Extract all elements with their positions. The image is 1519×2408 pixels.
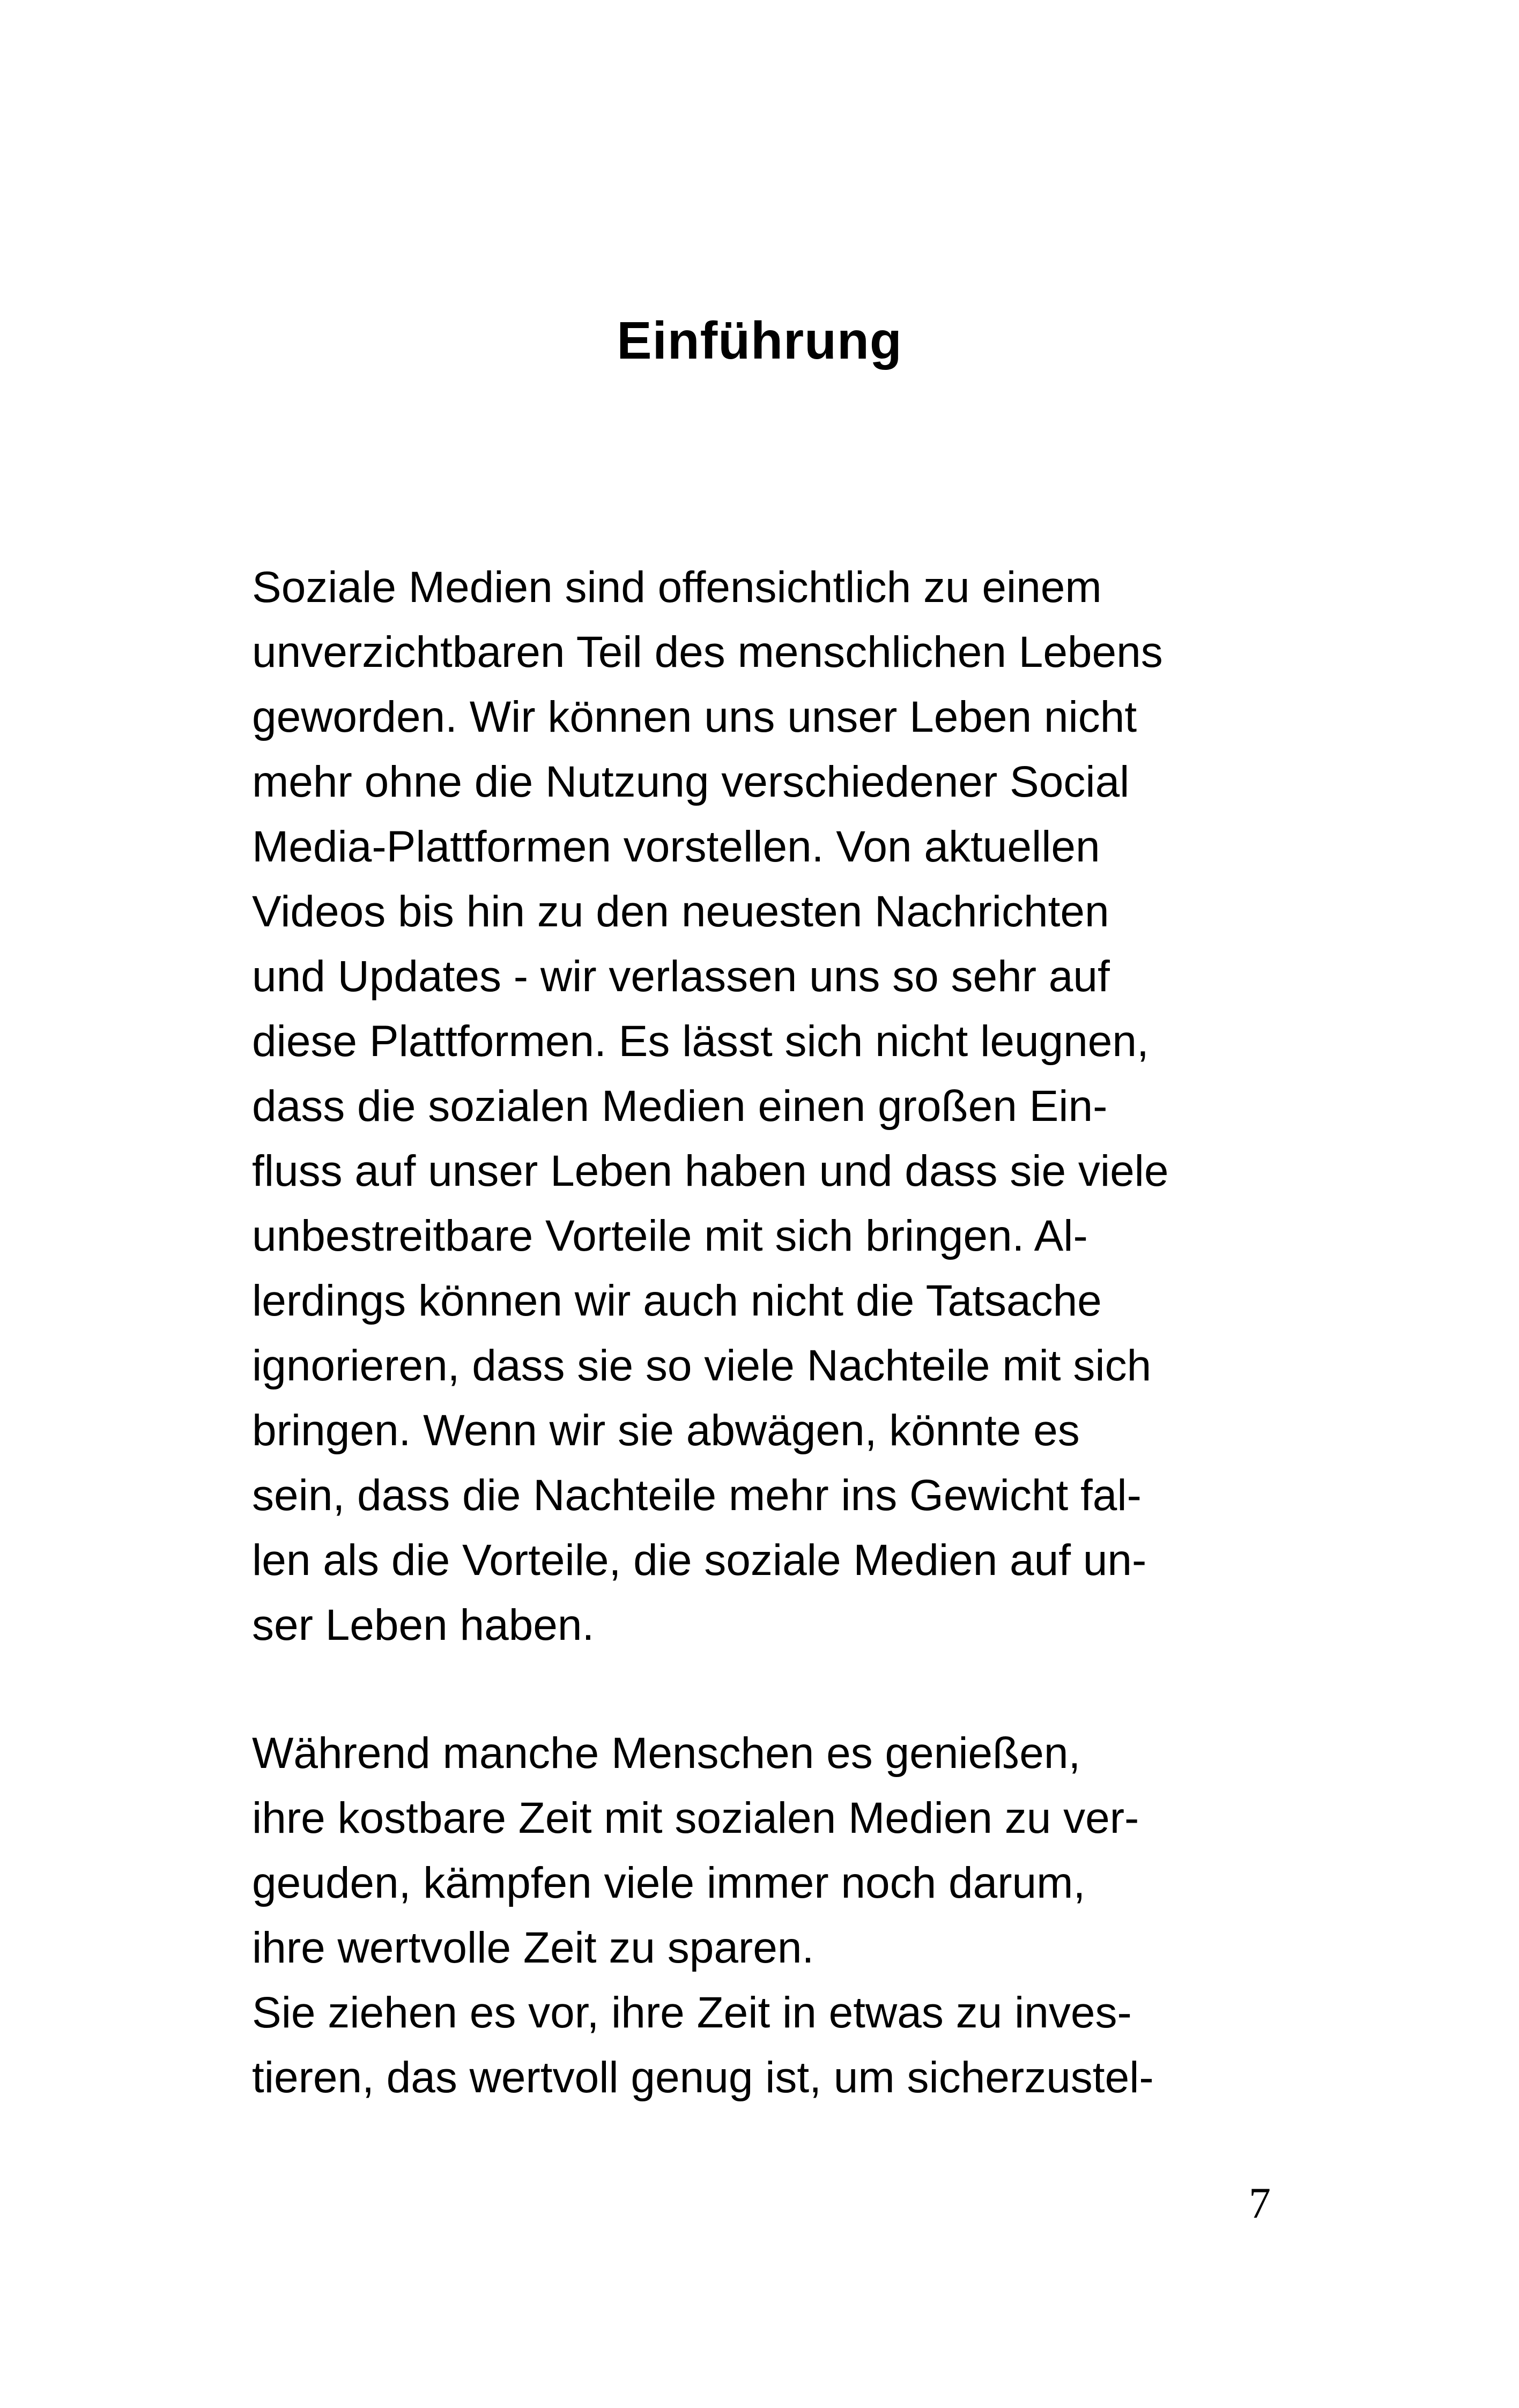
text-line: Soziale Medien sind offensichtlich zu einem (252, 563, 1102, 612)
text-line: Sie ziehen es vor, ihre Zeit in etwas zu inves- (252, 1988, 1132, 2037)
text-line: ser Leben haben. (252, 1601, 595, 1649)
text-line: tieren, das wertvoll genug ist, um sicherzustel- (252, 2053, 1154, 2102)
text-line: ignorieren, dass sie so viele Nachteile mit sich (252, 1341, 1152, 1390)
text-line: lerdings können wir auch nicht die Tatsache (252, 1276, 1102, 1325)
text-line: Media-Plattformen vorstellen. Von aktuellen (252, 822, 1100, 871)
text-line: dass die sozialen Medien einen großen Ein- (252, 1082, 1108, 1131)
text-line: Während manche Menschen es genießen, (252, 1729, 1081, 1778)
text-line: mehr ohne die Nutzung verschiedener Social (252, 757, 1130, 806)
text-line: ihre kostbare Zeit mit sozialen Medien zu ver- (252, 1794, 1139, 1842)
text-line: unbestreitbare Vorteile mit sich bringen. Al- (252, 1212, 1088, 1260)
text-line: Videos bis hin zu den neuesten Nachrichten (252, 887, 1109, 936)
text-line: bringen. Wenn wir sie abwägen, könnte es (252, 1406, 1080, 1455)
text-line: fluss auf unser Leben haben und dass sie viele (252, 1147, 1169, 1195)
text-line: unverzichtbaren Teil des menschlichen Lebens (252, 628, 1163, 677)
text-line: len als die Vorteile, die soziale Medien auf un- (252, 1536, 1147, 1585)
page-number: 7 (1249, 2179, 1271, 2227)
chapter-title: Einführung (617, 311, 902, 370)
text-line: diese Plattformen. Es lässt sich nicht leugnen, (252, 1017, 1149, 1066)
text-line: geworden. Wir können uns unser Leben nicht (252, 693, 1137, 741)
text-line: geuden, kämpfen viele immer noch darum, (252, 1859, 1086, 1907)
text-line: sein, dass die Nachteile mehr ins Gewicht fal- (252, 1471, 1142, 1520)
paragraph-1 (252, 555, 1324, 1658)
paragraph-2 (252, 1721, 1324, 2110)
text-line: und Updates - wir verlassen uns so sehr auf (252, 952, 1110, 1001)
text-line: ihre wertvolle Zeit zu sparen. (252, 1923, 814, 1972)
